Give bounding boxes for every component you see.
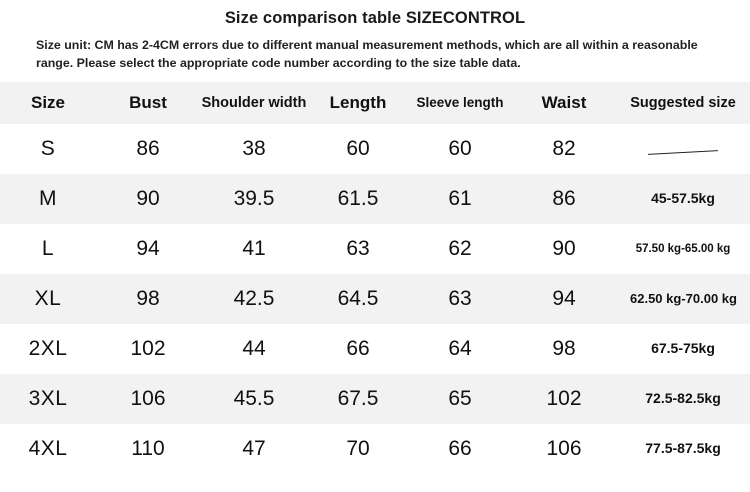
cell-sleeve: 66	[448, 436, 472, 460]
cell-length: 60	[346, 136, 370, 160]
dash-line-icon	[648, 150, 718, 155]
cell-suggested: 57.50 kg-65.00 kg	[635, 242, 731, 255]
cell-length: 61.5	[337, 186, 379, 210]
header-size: Size	[30, 93, 66, 113]
cell-waist: 90	[552, 236, 576, 260]
cell-waist: 82	[552, 136, 576, 160]
table-row	[0, 124, 750, 174]
cell-sleeve: 63	[448, 286, 472, 310]
measurement-note: Size unit: CM has 2-4CM errors due to different manual measurement methods, which are all within a reasonable range. Please select the appropriate code number according to the size table data.	[36, 38, 698, 70]
header-length: Length	[329, 93, 387, 113]
cell-shoulder: 44	[242, 336, 266, 360]
cell-bust: 90	[136, 186, 160, 210]
cell-suggested: 67.5-75kg	[651, 340, 715, 357]
cell-length: 67.5	[337, 386, 379, 410]
cell-suggested	[616, 124, 750, 174]
cell-bust: 86	[136, 136, 160, 160]
cell-size: 3XL	[28, 386, 68, 410]
cell-size: S	[40, 136, 56, 160]
cell-sleeve: 62	[448, 236, 472, 260]
cell-bust: 106	[130, 386, 166, 410]
cell-shoulder: 42.5	[233, 286, 275, 310]
cell-size: XL	[34, 286, 62, 310]
table-row	[0, 424, 750, 474]
cell-suggested: 77.5-87.5kg	[645, 440, 721, 457]
cell-waist: 106	[546, 436, 582, 460]
header-row	[0, 82, 750, 124]
table-row	[0, 174, 750, 224]
header-shoulder-width: Shoulder width	[201, 94, 307, 111]
cell-length: 64.5	[337, 286, 379, 310]
cell-waist: 94	[552, 286, 576, 310]
cell-shoulder: 45.5	[233, 386, 275, 410]
cell-length: 63	[346, 236, 370, 260]
cell-size: L	[41, 236, 55, 260]
cell-suggested: 62.50 kg-70.00 kg	[630, 290, 737, 306]
cell-suggested: 72.5-82.5kg	[645, 390, 721, 407]
table-body	[0, 124, 750, 474]
cell-length: 66	[346, 336, 370, 360]
cell-waist: 98	[552, 336, 576, 360]
cell-suggested: 45-57.5kg	[651, 190, 715, 207]
cell-sleeve: 60	[448, 136, 472, 160]
cell-shoulder: 41	[242, 236, 266, 260]
table-row	[0, 374, 750, 424]
table-row	[0, 274, 750, 324]
cell-waist: 102	[546, 386, 582, 410]
cell-sleeve: 64	[448, 336, 472, 360]
cell-length: 70	[346, 436, 370, 460]
cell-size: 4XL	[28, 436, 68, 460]
cell-bust: 94	[136, 236, 160, 260]
cell-shoulder: 39.5	[233, 186, 275, 210]
cell-sleeve: 61	[448, 186, 472, 210]
page-title: Size comparison table SIZECONTROL	[224, 9, 526, 27]
table-header	[0, 82, 750, 124]
cell-shoulder: 38	[242, 136, 266, 160]
header-waist: Waist	[541, 93, 587, 113]
cell-shoulder: 47	[242, 436, 266, 460]
cell-bust: 110	[131, 436, 165, 460]
cell-size: M	[39, 186, 57, 210]
cell-size: 2XL	[28, 336, 68, 360]
cell-bust: 102	[130, 336, 166, 360]
header-bust: Bust	[129, 93, 167, 113]
cell-sleeve: 65	[448, 386, 472, 410]
table-row	[0, 324, 750, 374]
header-suggested-size: Suggested size	[630, 94, 736, 111]
size-comparison-table	[0, 82, 750, 474]
table-row	[0, 224, 750, 274]
header-sleeve-length: Sleeve length	[416, 95, 504, 111]
cell-bust: 98	[136, 286, 160, 310]
cell-waist: 86	[552, 186, 576, 210]
